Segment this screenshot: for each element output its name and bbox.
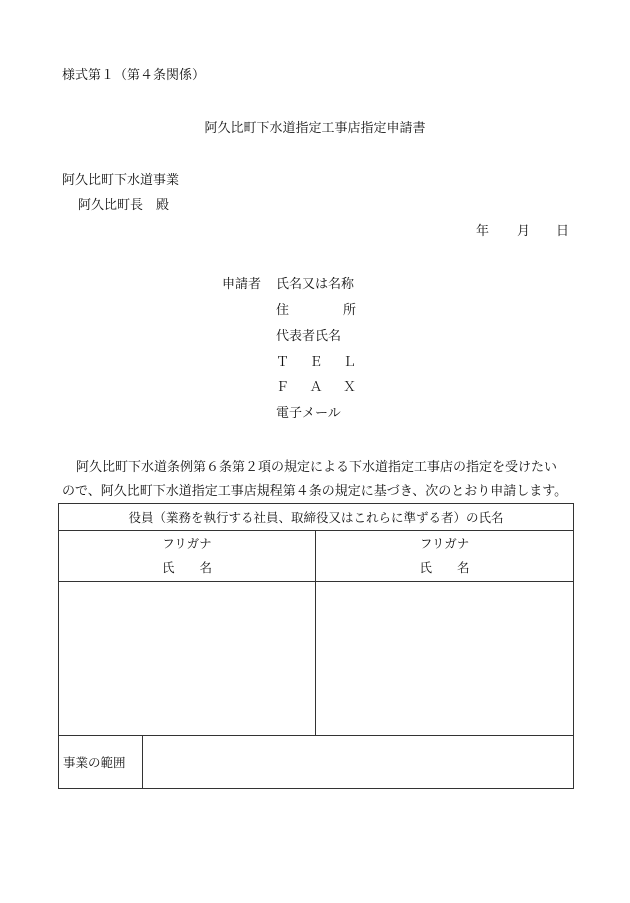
applicant-representative-field-label: 代表者氏名 [276,329,342,344]
name-label: 氏 名 [162,560,212,575]
request-paragraph-line1: 阿久比町下水道条例第６条第２項の規定による下水道指定工事店の指定を受けたい [76,460,558,475]
furigana-label: フリガナ [419,536,470,551]
date-day-label: 日 [556,224,570,239]
fax-char: Ａ [309,380,323,395]
form-number-label: 様式第１（第４条関係） [62,68,206,83]
tel-char: Ｅ [309,355,323,370]
officers-left-column-header [59,531,316,582]
business-scope-entry-cell[interactable] [143,736,574,789]
applicant-fax-field-label [276,381,356,394]
officers-table [58,503,574,789]
business-scope-label: 事業の範囲 [59,736,143,789]
fax-char: Ｆ [276,380,290,395]
document-title: 阿久比町下水道指定工事店指定申請書 [204,121,426,136]
tel-char: Ｔ [276,355,290,370]
addressee-recipient: 阿久比町長 殿 [78,198,170,213]
addressee-organization: 阿久比町下水道事業 [62,173,180,188]
applicant-tel-field-label [276,356,356,369]
name-label: 氏 名 [419,560,470,575]
date-month-label: 月 [517,224,531,239]
officers-right-column-header [316,531,574,582]
fax-char: Ｘ [342,380,356,395]
applicant-name-field-label: 氏名又は名称 [276,277,355,292]
officers-right-entry-cell[interactable] [316,582,574,736]
address-char: 所 [342,303,356,318]
request-paragraph-line2: ので、阿久比町下水道指定工事店規程第４条の規定に基づき、次のとおり申請します。 [62,484,568,499]
furigana-label: フリガナ [162,536,212,551]
officers-table-header: 役員（業務を執行する社員、取締役又はこれらに準ずる者）の氏名 [59,504,574,531]
address-char: 住 [276,303,290,318]
tel-char: Ｌ [342,355,356,370]
applicant-address-field-label [276,304,356,317]
officers-left-entry-cell[interactable] [59,582,316,736]
applicant-label: 申請者 [222,277,262,292]
date-year-label: 年 [476,224,490,239]
applicant-email-field-label: 電子メール [276,406,341,421]
